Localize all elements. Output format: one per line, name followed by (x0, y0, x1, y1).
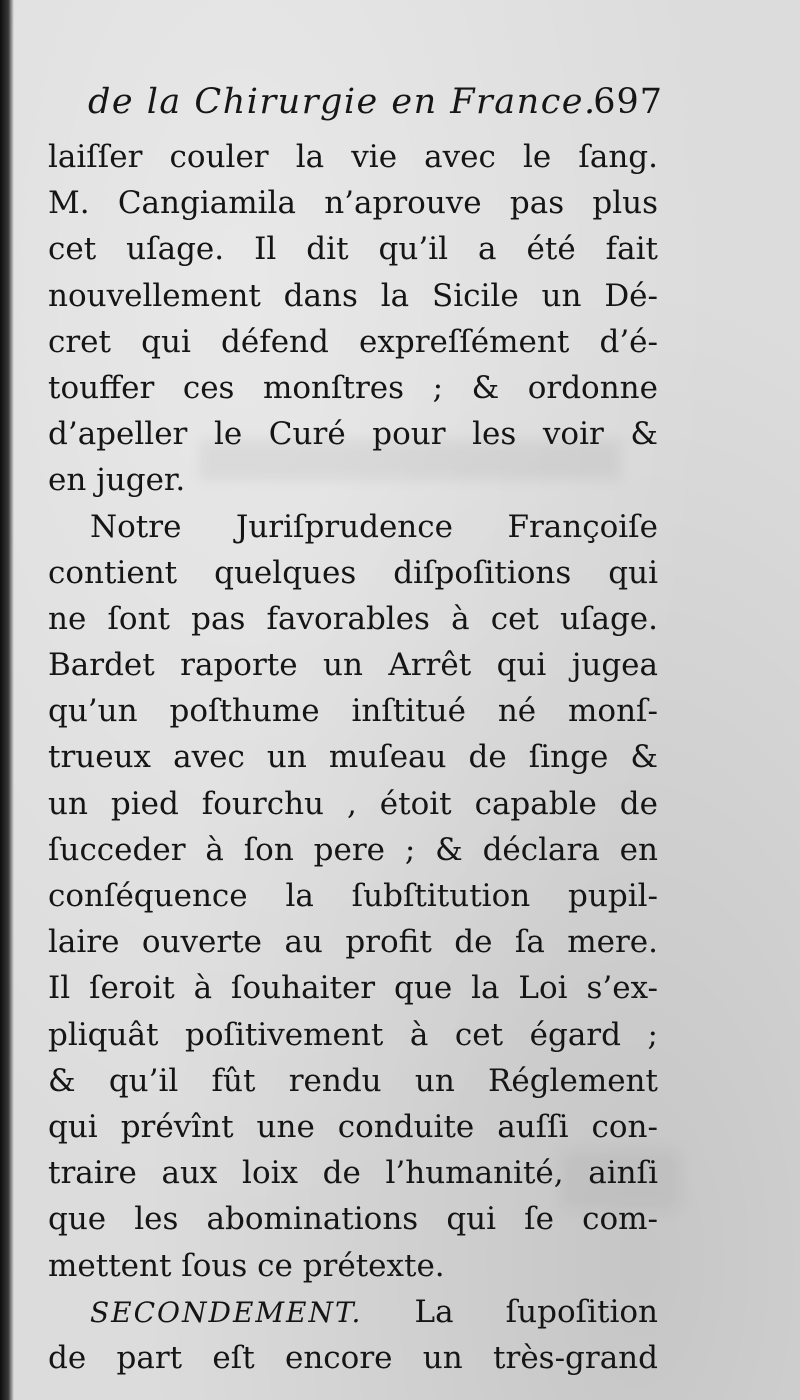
page-binding-shadow (0, 0, 14, 1400)
page-number: 697 (593, 82, 663, 122)
text-line: de part eſt encore un très-grand (48, 1339, 658, 1376)
page-header (88, 82, 663, 132)
text-line: qui prévînt une conduite auſſi con- (48, 1108, 658, 1145)
text-line: laire ouverte au profit de ſa mere. (48, 924, 658, 961)
text-line: pliquât poſitivement à cet égard ; (48, 1016, 658, 1053)
paragraph-first-line (48, 1289, 658, 1335)
text-line: en juger. (48, 462, 186, 499)
text-line: trueux avec un muſeau de ſinge & (48, 739, 658, 776)
text-line: Il ſeroit à ſouhaiter que la Loi s’ex- (48, 970, 658, 1007)
text-line: d’apeller le Curé pour les voir & (48, 416, 658, 453)
text-line: Bardet raporte un Arrêt qui jugea (48, 647, 658, 684)
text-line: nouvellement dans la Sicile un Dé- (48, 277, 658, 314)
text-line: cet uſage. Il dit qu’il a été fait (48, 231, 658, 268)
text-line: M. Cangiamila n’aprouve pas plus (48, 185, 658, 222)
text-fragment: La ſupoſition (414, 1293, 658, 1330)
text-line: un pied fourchu , étoit capable de (48, 785, 658, 822)
text-line: conſéquence la ſubſtitution pupil- (48, 878, 658, 914)
section-heading: SECONDEMENT. (90, 1295, 363, 1329)
text-line: ne ſont pas favorables à cet uſage. (48, 600, 658, 637)
text-line: traire aux loix de l’humanité, ainſi (48, 1155, 658, 1192)
text-line: laiſſer couler la vie avec le ſang. (48, 139, 658, 175)
text-line: touffer ces monſtres ; & ordonne (48, 369, 658, 406)
text-line: que les abominations qui ſe com- (48, 1201, 658, 1238)
text-line: cret qui défend expreſſément d’é- (48, 323, 658, 360)
text-line: & qu’il fût rendu un Réglement (48, 1062, 658, 1099)
text-line: contient quelques diſpoſitions qui (48, 554, 658, 591)
text-line: ſucceder à ſon pere ; & déclara en (48, 831, 658, 868)
paragraph-first-line: Notre Juriſprudence Françoiſe (90, 508, 658, 545)
running-title: de la Chirurgie en France. (88, 82, 597, 122)
text-line: mettent ſous ce prétexte. (48, 1247, 445, 1284)
body-text (48, 134, 658, 1381)
text-line: qu’un poſthume inſtitué né monſ- (48, 693, 658, 730)
